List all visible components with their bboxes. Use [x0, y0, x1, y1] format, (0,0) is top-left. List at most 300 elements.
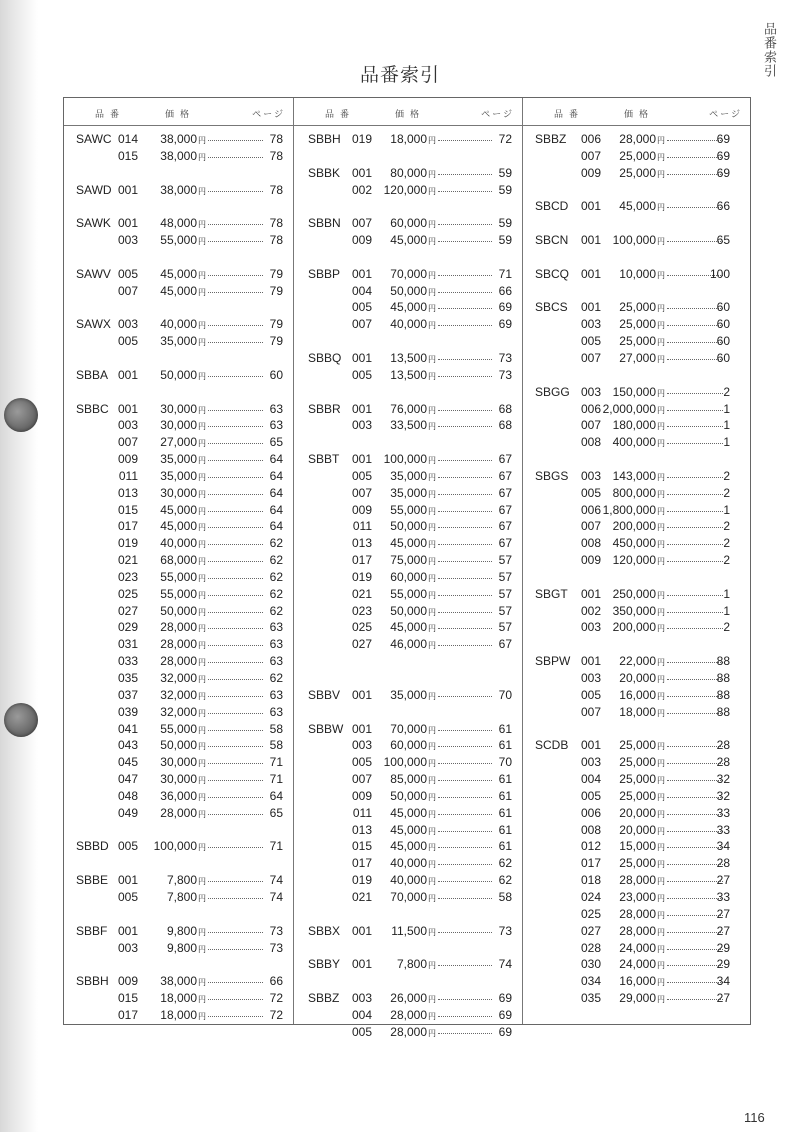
- page-reference: 61: [498, 772, 512, 787]
- price-value: 45,000: [390, 822, 427, 837]
- table-row: [523, 401, 750, 418]
- binder-edge: [0, 0, 38, 1132]
- dot-leader: [208, 780, 263, 781]
- dot-leader: [438, 308, 492, 309]
- part-number: 017: [117, 1007, 138, 1022]
- dot-leader: [208, 140, 263, 141]
- table-row: [64, 940, 293, 957]
- price-value: 250,000: [612, 586, 656, 601]
- page-reference: 78: [269, 233, 283, 248]
- table-row: [294, 721, 522, 738]
- page-reference: 74: [269, 889, 283, 904]
- part-number: 001: [351, 721, 372, 736]
- yen-unit: 円: [198, 472, 206, 482]
- yen-unit: 円: [428, 860, 436, 870]
- yen-unit: 円: [198, 557, 206, 567]
- price-value: 13,500: [390, 367, 427, 382]
- price-value: 20,000: [619, 822, 656, 837]
- dot-leader: [208, 157, 263, 158]
- table-row: [64, 754, 293, 771]
- part-number: 003: [117, 418, 138, 433]
- part-prefix: SBBT: [308, 452, 340, 467]
- page-reference: 64: [269, 452, 283, 467]
- page-reference: 2: [723, 519, 730, 534]
- part-prefix: SBBN: [308, 216, 341, 231]
- part-number: 001: [580, 738, 601, 753]
- price-cell: [599, 552, 665, 571]
- dot-leader: [208, 275, 263, 276]
- part-number: 013: [117, 485, 138, 500]
- yen-unit: 円: [657, 557, 665, 567]
- page-reference: 59: [498, 216, 512, 231]
- part-number: 009: [117, 974, 138, 989]
- yen-unit: 円: [428, 270, 436, 280]
- part-number: 034: [580, 974, 601, 989]
- part-number: 012: [580, 839, 601, 854]
- price-value: 75,000: [390, 553, 427, 568]
- page-reference: 69: [498, 1007, 512, 1022]
- price-value: 100,000: [383, 755, 427, 770]
- column-header: [523, 98, 750, 125]
- part-number: 041: [117, 721, 138, 736]
- part-number: 005: [580, 788, 601, 803]
- spacer: [64, 906, 293, 923]
- page-reference: 27: [716, 923, 730, 938]
- yen-unit: 円: [198, 338, 206, 348]
- page-reference: 88: [716, 704, 730, 719]
- part-number: 028: [580, 940, 601, 955]
- page-reference: 79: [269, 334, 283, 349]
- spacer: [64, 956, 293, 973]
- yen-unit: 円: [428, 287, 436, 297]
- dot-leader: [438, 746, 492, 747]
- part-number: 025: [351, 620, 372, 635]
- price-value: 29,000: [619, 991, 656, 1006]
- yen-unit: 円: [428, 304, 436, 314]
- table-row: [523, 737, 750, 754]
- yen-unit: 円: [657, 388, 665, 398]
- dot-leader: [208, 628, 263, 629]
- yen-unit: 円: [657, 405, 665, 415]
- part-number: 005: [351, 367, 372, 382]
- table-row: [64, 771, 293, 788]
- part-number: 017: [351, 553, 372, 568]
- spacer: [294, 249, 522, 266]
- entry-list: [64, 131, 293, 1024]
- yen-unit: 円: [657, 354, 665, 364]
- price-value: 7,800: [166, 873, 197, 888]
- dot-leader: [438, 359, 492, 360]
- header-code: 品番: [325, 109, 356, 119]
- price-value: 70,000: [390, 266, 427, 281]
- yen-unit: 円: [428, 893, 436, 903]
- yen-unit: 円: [198, 776, 206, 786]
- spacer: [294, 670, 522, 687]
- page-reference: 64: [269, 502, 283, 517]
- price-value: 30,000: [160, 485, 197, 500]
- yen-unit: 円: [198, 523, 206, 533]
- price-cell: [370, 367, 436, 386]
- table-row: [294, 569, 522, 586]
- yen-unit: 円: [428, 573, 436, 583]
- price-value: 60,000: [390, 738, 427, 753]
- part-number: 001: [351, 452, 372, 467]
- part-number: 001: [580, 266, 601, 281]
- yen-unit: 円: [198, 136, 206, 145]
- yen-unit: 円: [657, 422, 665, 432]
- spacer: [64, 165, 293, 182]
- yen-unit: 円: [198, 573, 206, 583]
- price-value: 100,000: [383, 452, 427, 467]
- part-number: 019: [117, 536, 138, 551]
- yen-unit: 円: [657, 759, 665, 769]
- yen-unit: 円: [428, 843, 436, 853]
- dot-leader: [438, 140, 492, 141]
- yen-unit: 円: [198, 287, 206, 297]
- part-number: 001: [117, 216, 138, 231]
- dot-leader: [208, 814, 263, 815]
- table-row: [294, 232, 522, 249]
- page-reference: 27: [716, 991, 730, 1006]
- dot-leader: [208, 410, 263, 411]
- table-row: [523, 502, 750, 519]
- page-reference: 61: [498, 805, 512, 820]
- part-number: 001: [580, 654, 601, 669]
- yen-unit: 円: [428, 809, 436, 819]
- price-value: 25,000: [619, 738, 656, 753]
- page-reference: 88: [716, 671, 730, 685]
- part-number: 045: [117, 755, 138, 770]
- price-value: 28,000: [390, 1007, 427, 1022]
- table-row: [523, 148, 750, 165]
- price-value: 55,000: [390, 502, 427, 517]
- price-cell: [140, 805, 206, 824]
- yen-unit: 円: [657, 792, 665, 802]
- spacer: [294, 906, 522, 923]
- price-value: 35,000: [160, 468, 197, 483]
- dot-leader: [208, 1016, 263, 1017]
- price-value: 25,000: [619, 772, 656, 787]
- price-value: 46,000: [390, 637, 427, 652]
- part-number: 025: [580, 906, 601, 921]
- dot-leader: [208, 746, 263, 747]
- price-value: 25,000: [619, 317, 656, 332]
- spacer: [294, 704, 522, 721]
- yen-unit: 円: [657, 742, 665, 752]
- table-row: [294, 165, 522, 182]
- part-number: 009: [351, 233, 372, 248]
- dot-leader: [438, 696, 492, 697]
- dot-leader: [438, 275, 492, 276]
- part-number: 001: [117, 401, 138, 416]
- yen-unit: 円: [198, 725, 206, 735]
- spacer: [64, 249, 293, 266]
- yen-unit: 円: [198, 590, 206, 600]
- table-row: [294, 771, 522, 788]
- yen-unit: 円: [428, 624, 436, 634]
- price-cell: [370, 687, 436, 706]
- page-reference: 2: [723, 468, 730, 483]
- page-reference: 57: [498, 603, 512, 618]
- table-row: [523, 299, 750, 316]
- dot-leader: [438, 730, 492, 731]
- price-value: 2,000,000: [602, 401, 656, 416]
- yen-unit: 円: [198, 843, 206, 853]
- page-reference: 33: [716, 805, 730, 820]
- price-value: 45,000: [390, 805, 427, 820]
- price-value: 50,000: [160, 367, 197, 382]
- page-reference: 63: [269, 418, 283, 433]
- table-row: [64, 552, 293, 569]
- yen-unit: 円: [657, 506, 665, 516]
- price-value: 35,000: [160, 452, 197, 467]
- part-prefix: SBBX: [308, 923, 341, 938]
- yen-unit: 円: [198, 691, 206, 701]
- yen-unit: 円: [428, 877, 436, 887]
- price-cell: [599, 350, 665, 369]
- table-row: [64, 333, 293, 350]
- part-prefix: SBBY: [308, 957, 341, 972]
- yen-unit: 円: [657, 809, 665, 819]
- yen-unit: 円: [428, 523, 436, 533]
- price-value: 30,000: [160, 418, 197, 433]
- yen-unit: 円: [428, 237, 436, 247]
- side-index-label: 品番索引: [762, 22, 777, 78]
- table-row: [523, 619, 750, 636]
- part-number: 007: [351, 216, 372, 231]
- dot-leader: [438, 999, 492, 1000]
- part-number: 001: [351, 401, 372, 416]
- table-row: [64, 721, 293, 738]
- yen-unit: 円: [657, 270, 665, 280]
- page-reference: 62: [269, 553, 283, 568]
- part-number: 005: [351, 468, 372, 483]
- yen-unit: 円: [428, 607, 436, 617]
- yen-unit: 円: [198, 742, 206, 752]
- spacer: [523, 249, 750, 266]
- dot-leader: [208, 224, 263, 225]
- yen-unit: 円: [657, 826, 665, 836]
- price-value: 15,000: [619, 839, 656, 854]
- header-page: ページ: [252, 109, 285, 119]
- part-number: 001: [117, 873, 138, 888]
- table-row: [294, 636, 522, 653]
- part-number: 015: [351, 839, 372, 854]
- page-reference: 33: [716, 822, 730, 837]
- table-row: [294, 737, 522, 754]
- price-value: 45,000: [390, 839, 427, 854]
- part-number: 049: [117, 805, 138, 820]
- page-reference: 67: [498, 637, 512, 652]
- page-reference: 67: [498, 485, 512, 500]
- price-cell: [370, 636, 436, 655]
- part-number: 007: [351, 772, 372, 787]
- price-cell: [599, 990, 665, 1009]
- table-row: [294, 401, 522, 418]
- yen-unit: 円: [657, 944, 665, 954]
- table-row: [523, 165, 750, 182]
- dot-leader: [438, 494, 492, 495]
- page-reference: 2: [723, 620, 730, 635]
- table-row: [523, 754, 750, 771]
- part-prefix: SBBK: [308, 165, 341, 180]
- page-reference: 28: [716, 738, 730, 753]
- table-row: [294, 299, 522, 316]
- price-value: 68,000: [160, 553, 197, 568]
- dot-leader: [438, 224, 492, 225]
- yen-unit: 円: [198, 506, 206, 516]
- yen-unit: 円: [198, 641, 206, 651]
- page-reference: 72: [269, 1007, 283, 1022]
- yen-unit: 円: [198, 893, 206, 903]
- page-reference: 67: [498, 452, 512, 467]
- price-value: 38,000: [160, 132, 197, 146]
- part-number: 027: [117, 603, 138, 618]
- table-row: [523, 956, 750, 973]
- table-row: [523, 316, 750, 333]
- part-number: 001: [580, 586, 601, 601]
- page-reference: 69: [498, 317, 512, 332]
- part-number: 029: [117, 620, 138, 635]
- part-prefix: SBCS: [535, 300, 568, 315]
- part-prefix: SBCQ: [535, 266, 570, 281]
- yen-unit: 円: [198, 995, 206, 1005]
- table-row: [523, 468, 750, 485]
- price-cell: [370, 889, 436, 908]
- part-number: 019: [351, 132, 372, 146]
- table-row: [64, 316, 293, 333]
- dot-leader: [208, 477, 263, 478]
- part-number: 001: [351, 350, 372, 365]
- table-row: [64, 518, 293, 535]
- price-value: 180,000: [612, 418, 656, 433]
- dot-leader: [438, 578, 492, 579]
- part-number: 021: [351, 889, 372, 904]
- page-reference: 33: [716, 889, 730, 904]
- price-value: 24,000: [619, 957, 656, 972]
- yen-unit: 円: [198, 927, 206, 937]
- table-row: [294, 990, 522, 1007]
- index-column-1: [64, 98, 293, 1024]
- price-value: 85,000: [390, 772, 427, 787]
- page-reference: 58: [269, 721, 283, 736]
- price-value: 25,000: [619, 856, 656, 871]
- table-row: [523, 923, 750, 940]
- part-number: 003: [580, 384, 601, 399]
- dot-leader: [438, 595, 492, 596]
- yen-unit: 円: [198, 877, 206, 887]
- price-value: 16,000: [619, 974, 656, 989]
- part-number: 031: [117, 637, 138, 652]
- price-value: 11,500: [391, 923, 427, 938]
- table-row: [523, 805, 750, 822]
- part-number: 005: [580, 687, 601, 702]
- price-value: 32,000: [160, 671, 197, 685]
- spacer: [294, 973, 522, 990]
- page-reference: 88: [716, 654, 730, 669]
- yen-unit: 円: [657, 910, 665, 920]
- yen-unit: 円: [198, 1011, 206, 1021]
- page-reference: 68: [498, 401, 512, 416]
- table-row: [64, 838, 293, 855]
- page-reference: 64: [269, 519, 283, 534]
- table-row: [294, 1024, 522, 1041]
- part-number: 003: [580, 317, 601, 332]
- yen-unit: 円: [428, 759, 436, 769]
- page-reference: 59: [498, 233, 512, 248]
- price-value: 70,000: [390, 721, 427, 736]
- part-number: 015: [117, 991, 138, 1006]
- yen-unit: 円: [657, 607, 665, 617]
- dot-leader: [208, 949, 263, 950]
- part-number: 011: [352, 519, 372, 534]
- table-row: [294, 350, 522, 367]
- dot-leader: [208, 376, 263, 377]
- dot-leader: [208, 763, 263, 764]
- dot-leader: [208, 325, 263, 326]
- column-header: [294, 98, 522, 125]
- page-reference: 62: [498, 856, 512, 871]
- dot-leader: [208, 662, 263, 663]
- table-row: [64, 603, 293, 620]
- yen-unit: 円: [428, 472, 436, 482]
- part-prefix: SBBH: [76, 974, 109, 989]
- table-row: [294, 182, 522, 199]
- dot-leader: [438, 1033, 492, 1034]
- part-prefix: SBBV: [308, 687, 341, 702]
- table-row: [523, 973, 750, 990]
- price-cell: [370, 1024, 436, 1043]
- page-reference: 2: [723, 384, 730, 399]
- table-row: [294, 619, 522, 636]
- part-prefix: SBGS: [535, 468, 569, 483]
- price-value: 25,000: [619, 755, 656, 770]
- spacer: [64, 855, 293, 872]
- price-value: 28,000: [619, 873, 656, 888]
- yen-unit: 円: [198, 708, 206, 718]
- price-cell: [140, 232, 206, 251]
- part-prefix: SBBA: [76, 367, 109, 382]
- page-reference: 67: [498, 519, 512, 534]
- page-reference: 62: [269, 586, 283, 601]
- price-cell: [140, 148, 206, 167]
- price-value: 45,000: [160, 266, 197, 281]
- dot-leader: [438, 898, 492, 899]
- part-number: 007: [580, 418, 601, 433]
- page-reference: 69: [498, 300, 512, 315]
- page-reference: 69: [498, 1024, 512, 1039]
- table-row: [523, 603, 750, 620]
- price-value: 55,000: [160, 233, 197, 248]
- spacer: [294, 333, 522, 350]
- part-number: 007: [117, 435, 138, 450]
- dot-leader: [208, 443, 263, 444]
- price-value: 25,000: [619, 300, 656, 315]
- price-cell: [599, 165, 665, 184]
- page-reference: 62: [498, 873, 512, 888]
- part-number: 008: [580, 536, 601, 551]
- price-value: 20,000: [619, 805, 656, 820]
- dot-leader: [438, 241, 492, 242]
- table-row: [294, 603, 522, 620]
- page-reference: 64: [269, 788, 283, 803]
- header-code: 品番: [95, 109, 126, 119]
- dot-leader: [208, 544, 263, 545]
- table-row: [64, 367, 293, 384]
- dot-leader: [438, 864, 492, 865]
- page-reference: 61: [498, 738, 512, 753]
- part-prefix: SBCN: [535, 233, 569, 248]
